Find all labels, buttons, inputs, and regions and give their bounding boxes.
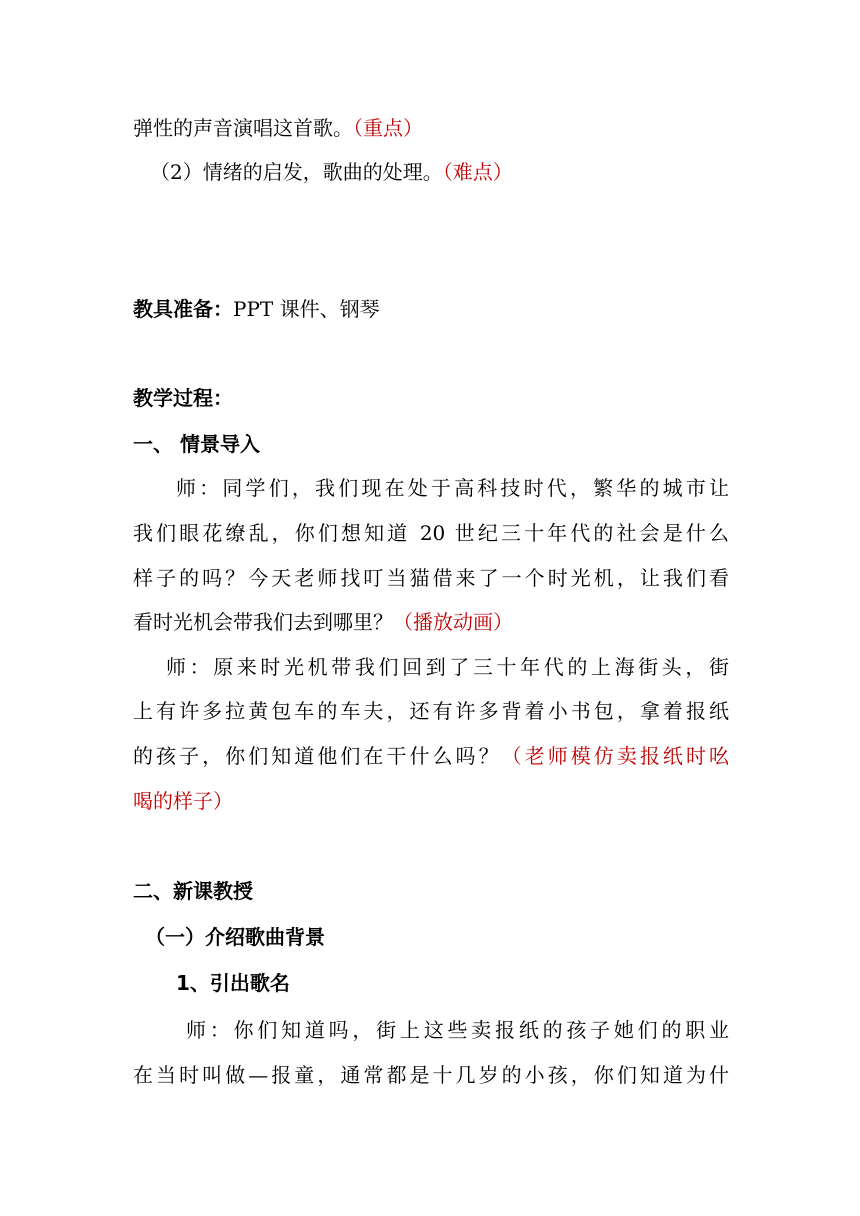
paragraph-line: 我们眼花缭乱，你们想知道 20 世纪三十年代的社会是什么 (133, 521, 729, 545)
key-point-note: （重点） (353, 116, 423, 140)
teaching-tools-label: 教具准备： (133, 297, 233, 321)
play-animation-note: （播放动画） (393, 610, 513, 634)
section-2-title: 二、新课教授 (133, 879, 253, 903)
teaching-tools (133, 295, 380, 323)
paragraph-line: 看时光机会带我们去到哪里？ (133, 610, 393, 634)
difficult-point-note: （难点） (442, 160, 513, 184)
paragraph-line-with-note (133, 608, 513, 636)
teaching-tools-value: PPT 课件、钢琴 (233, 297, 380, 321)
teacher-imitation-note: （老师模仿卖报纸时吆 (501, 744, 730, 768)
subsection-1-1-title: 1、引出歌名 (176, 971, 290, 995)
teaching-process-heading: 教学过程： (133, 386, 233, 410)
paragraph-line: 师：你们知道吗，街上这些卖报纸的孩子她们的职业 (186, 1018, 729, 1042)
goal-line-1 (133, 114, 423, 142)
paragraph-line: 在当时叫做—报童，通常都是十几岁的小孩，你们知道为什 (133, 1063, 729, 1087)
paragraph-line: 师：原来时光机带我们回到了三十年代的上海街头，街 (166, 655, 729, 679)
teacher-imitation-note-cont: 喝的样子） (133, 789, 233, 813)
section-1-title: 一、 情景导入 (133, 432, 260, 456)
subsection-1-title: （一）介绍歌曲背景 (145, 925, 325, 949)
goal-line-2 (150, 158, 513, 186)
paragraph-line: 的孩子，你们知道他们在干什么吗？ (133, 744, 502, 768)
goal-line-2-text: （2）情绪的启发，歌曲的处理。 (150, 160, 443, 184)
paragraph-line: 师：同学们，我们现在处于高科技时代，繁华的城市让 (176, 476, 729, 500)
paragraph-line-with-note (133, 742, 729, 770)
goal-line-1-text: 弹性的声音演唱这首歌。 (133, 116, 353, 140)
paragraph-line: 样子的吗？今天老师找叮当猫借来了一个时光机，让我们看 (133, 566, 729, 590)
paragraph-line: 上有许多拉黄包车的车夫，还有许多背着小书包，拿着报纸 (133, 699, 729, 723)
